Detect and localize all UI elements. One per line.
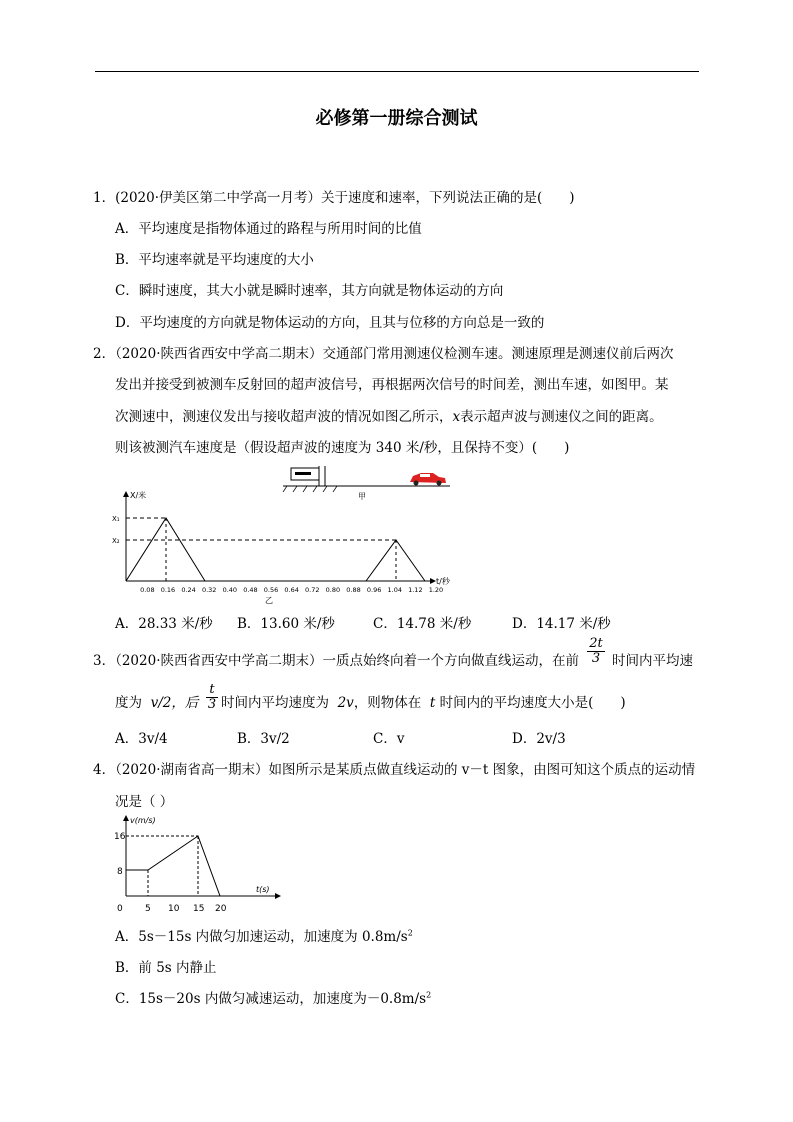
x2-label: X₂: [112, 537, 120, 545]
vt-x-tick-15: 15: [193, 904, 205, 914]
q1-option-c: C．瞬时速度，其大小就是瞬时速率，其方向就是物体运动的方向: [115, 283, 504, 299]
vt-x-tick-20: 20: [215, 904, 227, 914]
q4-line-1: 4．（2020·湖南省高一期末）如图所示是某质点做直线运动的 v－t 图象，由图可知这个质点的运动情: [93, 762, 696, 778]
x-tick-label: 0.80: [325, 586, 341, 594]
x-tick-label: 0.48: [243, 586, 258, 594]
x-tick-label: 0.24: [181, 586, 196, 594]
y-axis-label: X/米: [130, 491, 147, 500]
x-tick-label: 1.04: [387, 586, 402, 594]
vt-x-tick-5: 5: [145, 904, 151, 914]
q2-line-3: 次测速中，测速仪发出与接收超声波的情况如图乙所示，x表示超声波与测速仪之间的距离。: [115, 409, 663, 425]
fig-yi-label: 乙: [265, 596, 273, 605]
q2-line-4: 则该被测汽车速度是（假设超声波的速度为 340 米/秒，且保持不变）( ): [115, 440, 570, 456]
q2-option-b: B．13.60 米/秒: [237, 616, 335, 632]
x-tick-label: 1.20: [428, 586, 444, 594]
q4-option-b: B．前 5s 内静止: [115, 960, 217, 976]
page-title: 必修第一册综合测试: [315, 108, 478, 129]
q3-line-1: 3．（2020·陕西省西安中学高二期末）一质点始终向着一个方向做直线运动，在前: [93, 653, 579, 669]
q3-option-c: C．v: [373, 731, 405, 747]
q4-option-a: A．5s－15s 内做匀加速运动，加速度为 $0.8m/s^2$: [115, 928, 413, 945]
q2-option-a: A．28.33 米/秒: [115, 616, 213, 632]
q3-option-b: B．3v/2: [237, 731, 290, 747]
vt-y-tick-16: 16: [114, 832, 126, 842]
q2-option-d: D．14.17 米/秒: [512, 616, 611, 632]
q1-option-d: D．平均速度的方向就是物体运动的方向，且其与位移的方向总是一致的: [115, 315, 545, 331]
q1-stem: 1．(2020·伊美区第二中学高一月考）关于速度和速率，下列说法正确的是( ): [93, 190, 575, 206]
q3-fraction-t-3: $\frac{t}{3}$: [207, 682, 217, 712]
q2-line-1: 2．（2020·陕西省西安中学高二期末）交通部门常用测速仪检测车速。测速原理是测速仪前后两次: [93, 346, 674, 362]
vt-y-tick-8: 8: [117, 867, 123, 877]
vt-y-label: v(m/s): [130, 816, 156, 825]
x-tick-label: 0.40: [222, 586, 238, 594]
x-tick-label: 0.72: [305, 586, 320, 594]
q3-option-d: D．2v/3: [512, 731, 566, 747]
vt-y-tick-0: 0: [117, 904, 123, 914]
x1-label: X₁: [112, 515, 120, 523]
x-tick-label: 1.12: [408, 586, 423, 594]
q1-option-a: A．平均速度是指物体通过的路程与所用时间的比值: [115, 221, 422, 237]
x-tick-label: 0.08: [140, 586, 155, 594]
x-axis-label: t/秒: [436, 577, 450, 586]
fig-jia-label: 甲: [358, 492, 366, 501]
header-rule: [95, 71, 699, 72]
q4-option-c: C．15s－20s 内做匀减速运动，加速度为$-0.8m/s^2$: [115, 990, 432, 1007]
q4-line-2: 况是（ ）: [115, 794, 174, 810]
figure-vt-graph: [112, 812, 287, 917]
vt-line: [126, 836, 220, 896]
x-tick-label: 0.16: [160, 586, 176, 594]
car-icon: [410, 473, 446, 486]
speed-gun-icon: [291, 466, 325, 486]
q3-line-2-rest: 时间内平均速度为 2v，则物体在 t 时间内的平均速度大小是( ): [221, 695, 626, 711]
q1-option-b: B．平均速率就是平均速度的大小: [115, 252, 314, 268]
q3-line-2: 度为 v/2，后: [115, 695, 199, 711]
x-tick-label: 0.96: [366, 586, 382, 594]
q3-line-1-end: 时间内平均速: [612, 653, 693, 669]
x-tick-label: 0.64: [284, 586, 299, 594]
q2-line-2: 发出并接受到被测车反射回的超声波信号，再根据两次信号的时间差，测出车速，如图甲。某: [115, 377, 669, 393]
q2-option-c: C．14.78 米/秒: [373, 616, 472, 632]
x-tick-label: 0.88: [346, 586, 361, 594]
vt-x-tick-10: 10: [168, 904, 180, 914]
figure-yi-graph: [110, 486, 460, 606]
q3-option-a: A．3v/4: [115, 731, 168, 747]
x-tick-label: 0.32: [201, 586, 217, 594]
x-tick-label: 0.56: [263, 586, 279, 594]
q3-fraction-2t-3: $\frac{2t}{3}$: [587, 637, 605, 666]
vt-x-label: t(s): [256, 885, 270, 894]
